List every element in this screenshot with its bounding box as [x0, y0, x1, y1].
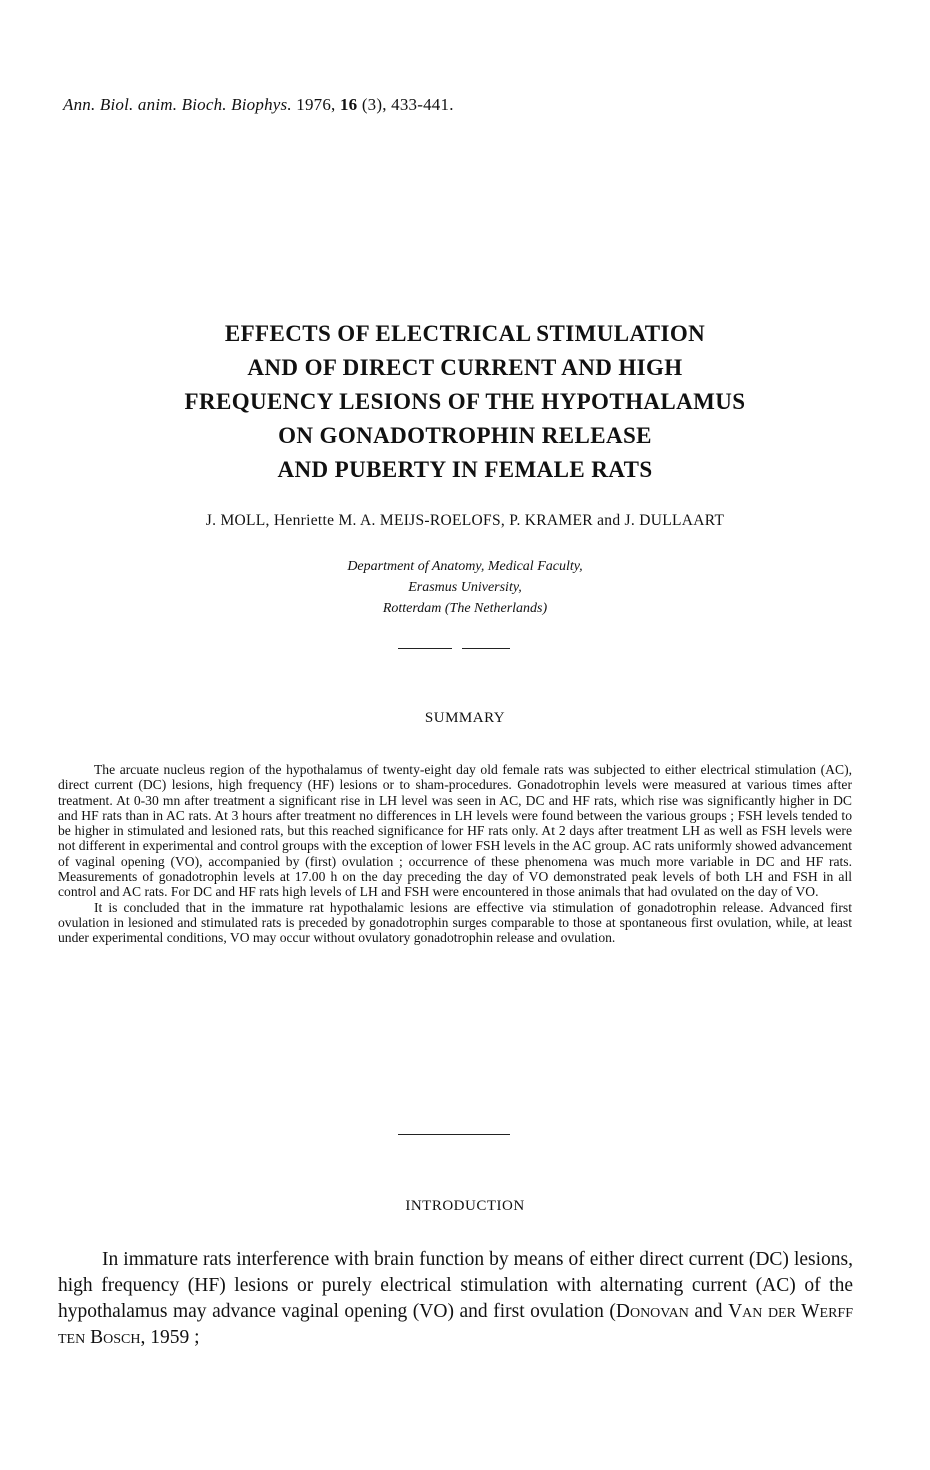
introduction-text: In immature rats interference with brain function by means of either direct current (DC) lesions, high frequency (HF) lesions or purely electrical stimulation with alternating current (AC) of the hypothalamus may advance vaginal opening (VO) and first ovulation (	[58, 1249, 853, 1322]
title-line: ON GONADOTROPHIN RELEASE	[278, 423, 652, 448]
citation-author: Donovan	[615, 1301, 689, 1322]
citation-conjunction: and	[688, 1301, 729, 1322]
summary-paragraph: It is concluded that in the immature rat hypothalamic lesions are effective via stimulation of gonadotrophin release. Advanced first ovulation in lesioned and stimulated rats is preceded by gonadotrophin surges comparable to those at spontaneous first ovulation, while, at least under experimental conditions, VO may occur without ovulatory gonadotrophin release and ovulation.	[58, 899, 852, 946]
author-list: J. MOLL, Henriette M. A. MEIJS-ROELOFS, P. KRAMER and J. DULLAART	[205, 512, 725, 529]
journal-reference	[63, 95, 454, 115]
journal-issue-pages: (3), 433-441.	[361, 95, 454, 114]
journal-year: 1976,	[296, 95, 336, 114]
separator-rule	[462, 648, 510, 649]
affiliation-line: Rotterdam (The Netherlands)	[382, 601, 548, 616]
summary-heading: SUMMARY	[424, 710, 506, 726]
affiliation-line: Department of Anatomy, Medical Faculty,	[347, 559, 583, 574]
affiliation-line: Erasmus University,	[408, 580, 522, 595]
paper-title	[80, 317, 850, 487]
citation-year: , 1959 ;	[140, 1327, 200, 1348]
title-line: EFFECTS OF ELECTRICAL STIMULATION	[224, 321, 706, 346]
title-line: AND PUBERTY IN FEMALE RATS	[277, 457, 653, 482]
journal-name: Ann. Biol. anim. Bioch. Biophys.	[63, 95, 292, 114]
separator-rule	[398, 1134, 510, 1135]
journal-volume: 16	[339, 95, 358, 114]
title-line: FREQUENCY LESIONS OF THE HYPOTHALAMUS	[184, 389, 746, 414]
affiliation	[200, 556, 730, 619]
separator-rule	[398, 648, 452, 649]
introduction-paragraph	[58, 1247, 853, 1351]
summary-paragraph: The arcuate nucleus region of the hypothalamus of twenty-eight day old female rats was subjected to either electrical stimulation (AC), direct current (DC) lesions, high frequency (HF) lesions or to sham-procedures. Gonadotrophin levels were measured at various times after treatment. At 0-30 mn after treatment a significant rise in LH level was seen in AC, DC and HF rats, which rise was significantly higher in DC and HF rats than in AC rats. At 3 hours after treatment no differences in LH levels were found between the various groups ; FSH levels tended to be higher in stimulated and lesioned rats, but this reached significance for HF rats only. At 2 days after treatment LH as well as FSH levels were not different in experimental and control groups with the exception of lower FSH levels in the AC group. AC rats uniformly showed advancement of vaginal opening (VO), accompanied by (first) ovulation ; occurrence of these phenomena was much more variable in DC and HF rats. Measurements of gonadotrophin levels at 17.00 h on the day preceding the day of VO demonstrated peak levels of both LH and FSH in all control and AC rats. For DC and HF rats high levels of LH and FSH were encountered in those animals that had ovulated on the day of VO.	[58, 762, 852, 900]
summary-body	[58, 762, 852, 946]
introduction-body	[58, 1247, 853, 1351]
citation-author: Van der Werff ten Bosch	[58, 1301, 854, 1348]
title-line: AND OF DIRECT CURRENT AND HIGH	[247, 355, 683, 380]
introduction-heading: INTRODUCTION	[405, 1198, 525, 1214]
